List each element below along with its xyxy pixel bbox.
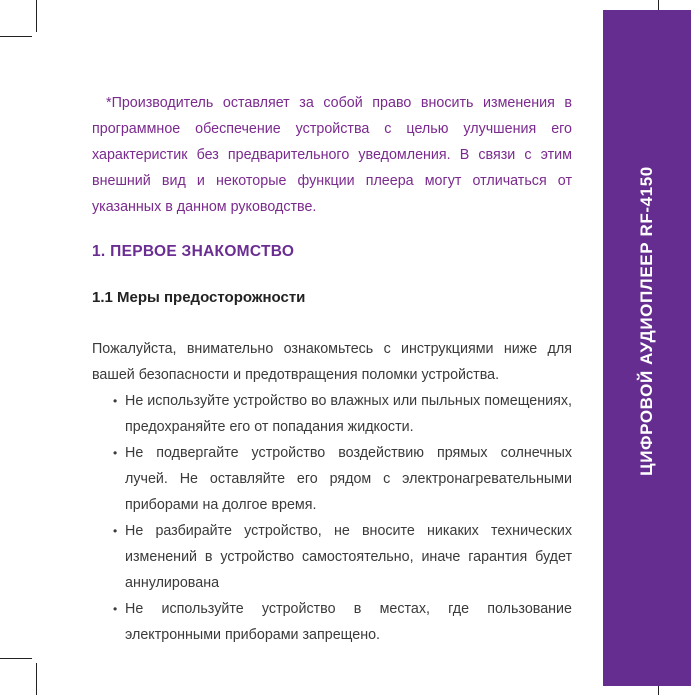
bullet-icon: • [113, 602, 118, 616]
bullet-icon: • [113, 394, 118, 408]
list-item-text: Не подвергайте устройство воздействию прямых солнечных лучей. Не оставляйте его рядом с электронагревательными приборами на долгое время. [125, 445, 572, 513]
disclaimer-note: *Производитель оставляет за собой право вносить изменения в программное обеспечение устройства с целью улучшения его характеристик без предварительного уведомления. В связи с этим внешний вид и некоторые функции плеера могут отличаться от указанных в данном руководстве. [92, 95, 572, 215]
list-item-text: Не используйте устройство во влажных или пыльных помещениях, предохраняйте его от попадания жидкости. [125, 393, 572, 435]
bullet-icon: • [113, 524, 118, 538]
intro-paragraph: Пожалуйста, внимательно ознакомьтесь с инструкциями ниже для вашей безопасности и предотвращения поломки устройства. [92, 341, 572, 383]
bullet-icon: • [113, 446, 118, 460]
page-content [92, 90, 572, 648]
list-item [92, 596, 572, 648]
crop-mark [658, 686, 659, 695]
crop-mark [658, 0, 659, 10]
precautions-list [92, 388, 572, 648]
crop-mark [36, 663, 37, 695]
list-item [92, 518, 572, 596]
list-item-text: Не используйте устройство в местах, где пользование электронными приборами запрещено. [125, 601, 572, 643]
side-banner [603, 10, 691, 686]
subsection-title: 1.1 Меры предосторожности [92, 289, 306, 306]
list-item [92, 388, 572, 440]
crop-mark [0, 658, 32, 659]
list-item [92, 440, 572, 518]
crop-mark [0, 36, 32, 37]
list-item-text: Не разбирайте устройство, не вносите никаких технических изменений в устройство самостоятельно, иначе гарантия будет аннулирована [125, 523, 572, 591]
side-banner-title: ЦИФРОВОЙ АУДИОПЛЕЕР RF-4150 [637, 166, 656, 476]
section-title: 1. ПЕРВОЕ ЗНАКОМСТВО [92, 243, 295, 260]
crop-mark [36, 0, 37, 32]
